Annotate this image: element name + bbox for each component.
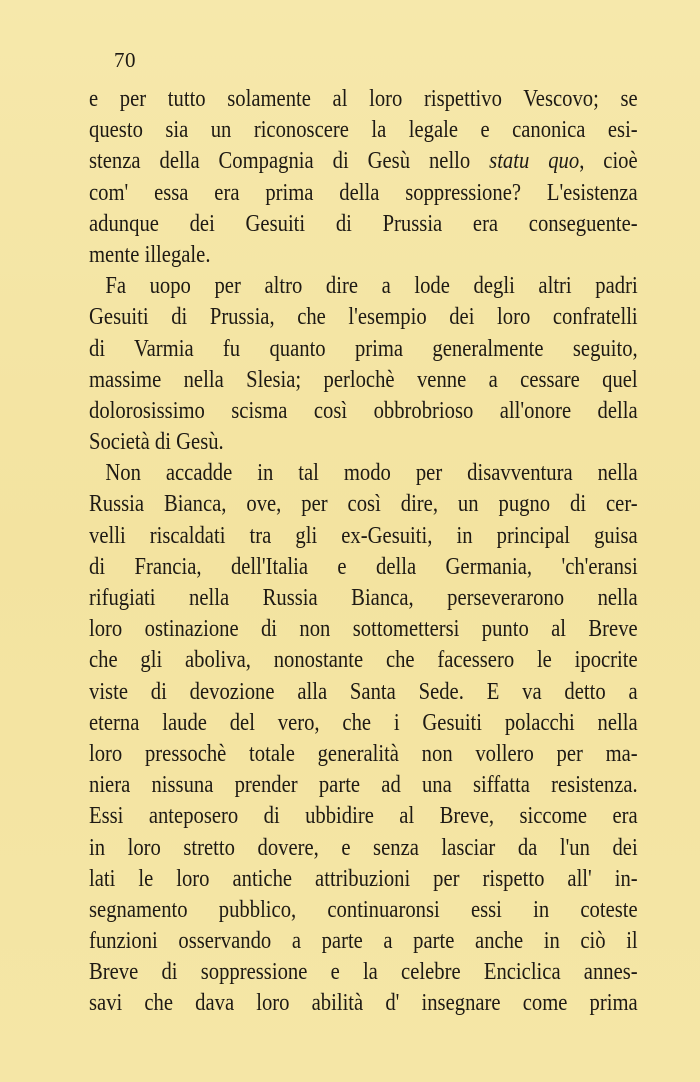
page-number: 70 bbox=[114, 48, 136, 72]
text-line: savi che dava loro abilità d' insegnare come prima bbox=[89, 990, 638, 1017]
text-line: massime nella Slesia; perlochè venne a cessare quel bbox=[89, 366, 638, 393]
body-text bbox=[89, 84, 638, 1020]
text-line: Essi anteposero di ubbidire al Breve, siccome era bbox=[89, 803, 638, 830]
latin-phrase: statu quo bbox=[489, 148, 580, 175]
text-line: funzioni osservando a parte a parte anche in ciò il bbox=[89, 928, 638, 955]
text-line: com' essa era prima della soppressione? L'esistenza bbox=[89, 179, 638, 206]
text-line: adunque dei Gesuiti di Prussia era conseguente- bbox=[89, 210, 638, 237]
text-segment: stenza della Compagnia di Gesù nello bbox=[89, 148, 490, 175]
text-line: rifugiati nella Russia Bianca, perseverarono nella bbox=[89, 585, 638, 611]
text-line bbox=[89, 146, 638, 177]
text-line: Russia Bianca, ove, per così dire, un pugno di cer- bbox=[89, 491, 638, 518]
text-line: di Francia, dell'Italia e della Germania, 'ch'eransi bbox=[89, 553, 638, 580]
text-line: loro ostinazione di non sottomettersi punto al Breve bbox=[89, 616, 638, 643]
text-line: segnamento pubblico, continuaronsi essi in coteste bbox=[89, 896, 638, 923]
paragraph-first-line: Non accadde in tal modo per disavventura nella bbox=[105, 460, 638, 487]
text-line: Breve di soppressione e la celebre Enciclica annes- bbox=[89, 959, 638, 986]
text-line: che gli aboliva, nonostante che facessero le ipocrite bbox=[89, 647, 638, 674]
text-line: mente illegale. bbox=[89, 241, 211, 268]
text-line: di Varmia fu quanto prima generalmente seguito, bbox=[89, 335, 638, 362]
text-line: questo sia un riconoscere la legale e canonica esi- bbox=[89, 117, 638, 144]
text-line: e per tutto solamente al loro rispettivo Vescovo; se bbox=[89, 86, 638, 112]
text-line: viste di devozione alla Santa Sede. E va detto a bbox=[89, 678, 638, 705]
text-line: dolorosissimo scisma così obbrobrioso all'onore della bbox=[89, 397, 638, 424]
text-line: eterna laude del vero, che i Gesuiti polacchi nella bbox=[89, 709, 638, 736]
text-line: in loro stretto dovere, e senza lasciar da l'un dei bbox=[89, 834, 638, 861]
text-line: Società di Gesù. bbox=[89, 429, 224, 456]
paragraph-first-line: Fa uopo per altro dire a lode degli altri padri bbox=[105, 273, 638, 300]
text-line: niera nissuna prender parte ad una siffatta resistenza. bbox=[89, 772, 638, 799]
text-line: lati le loro antiche attribuzioni per rispetto all' in- bbox=[89, 865, 638, 892]
text-segment: , cioè bbox=[579, 148, 638, 175]
text-line: loro pressochè totale generalità non vollero per ma- bbox=[89, 740, 638, 767]
text-line: velli riscaldati tra gli ex-Gesuiti, in principal guisa bbox=[89, 522, 638, 549]
text-line: Gesuiti di Prussia, che l'esempio dei loro confratelli bbox=[89, 304, 638, 331]
